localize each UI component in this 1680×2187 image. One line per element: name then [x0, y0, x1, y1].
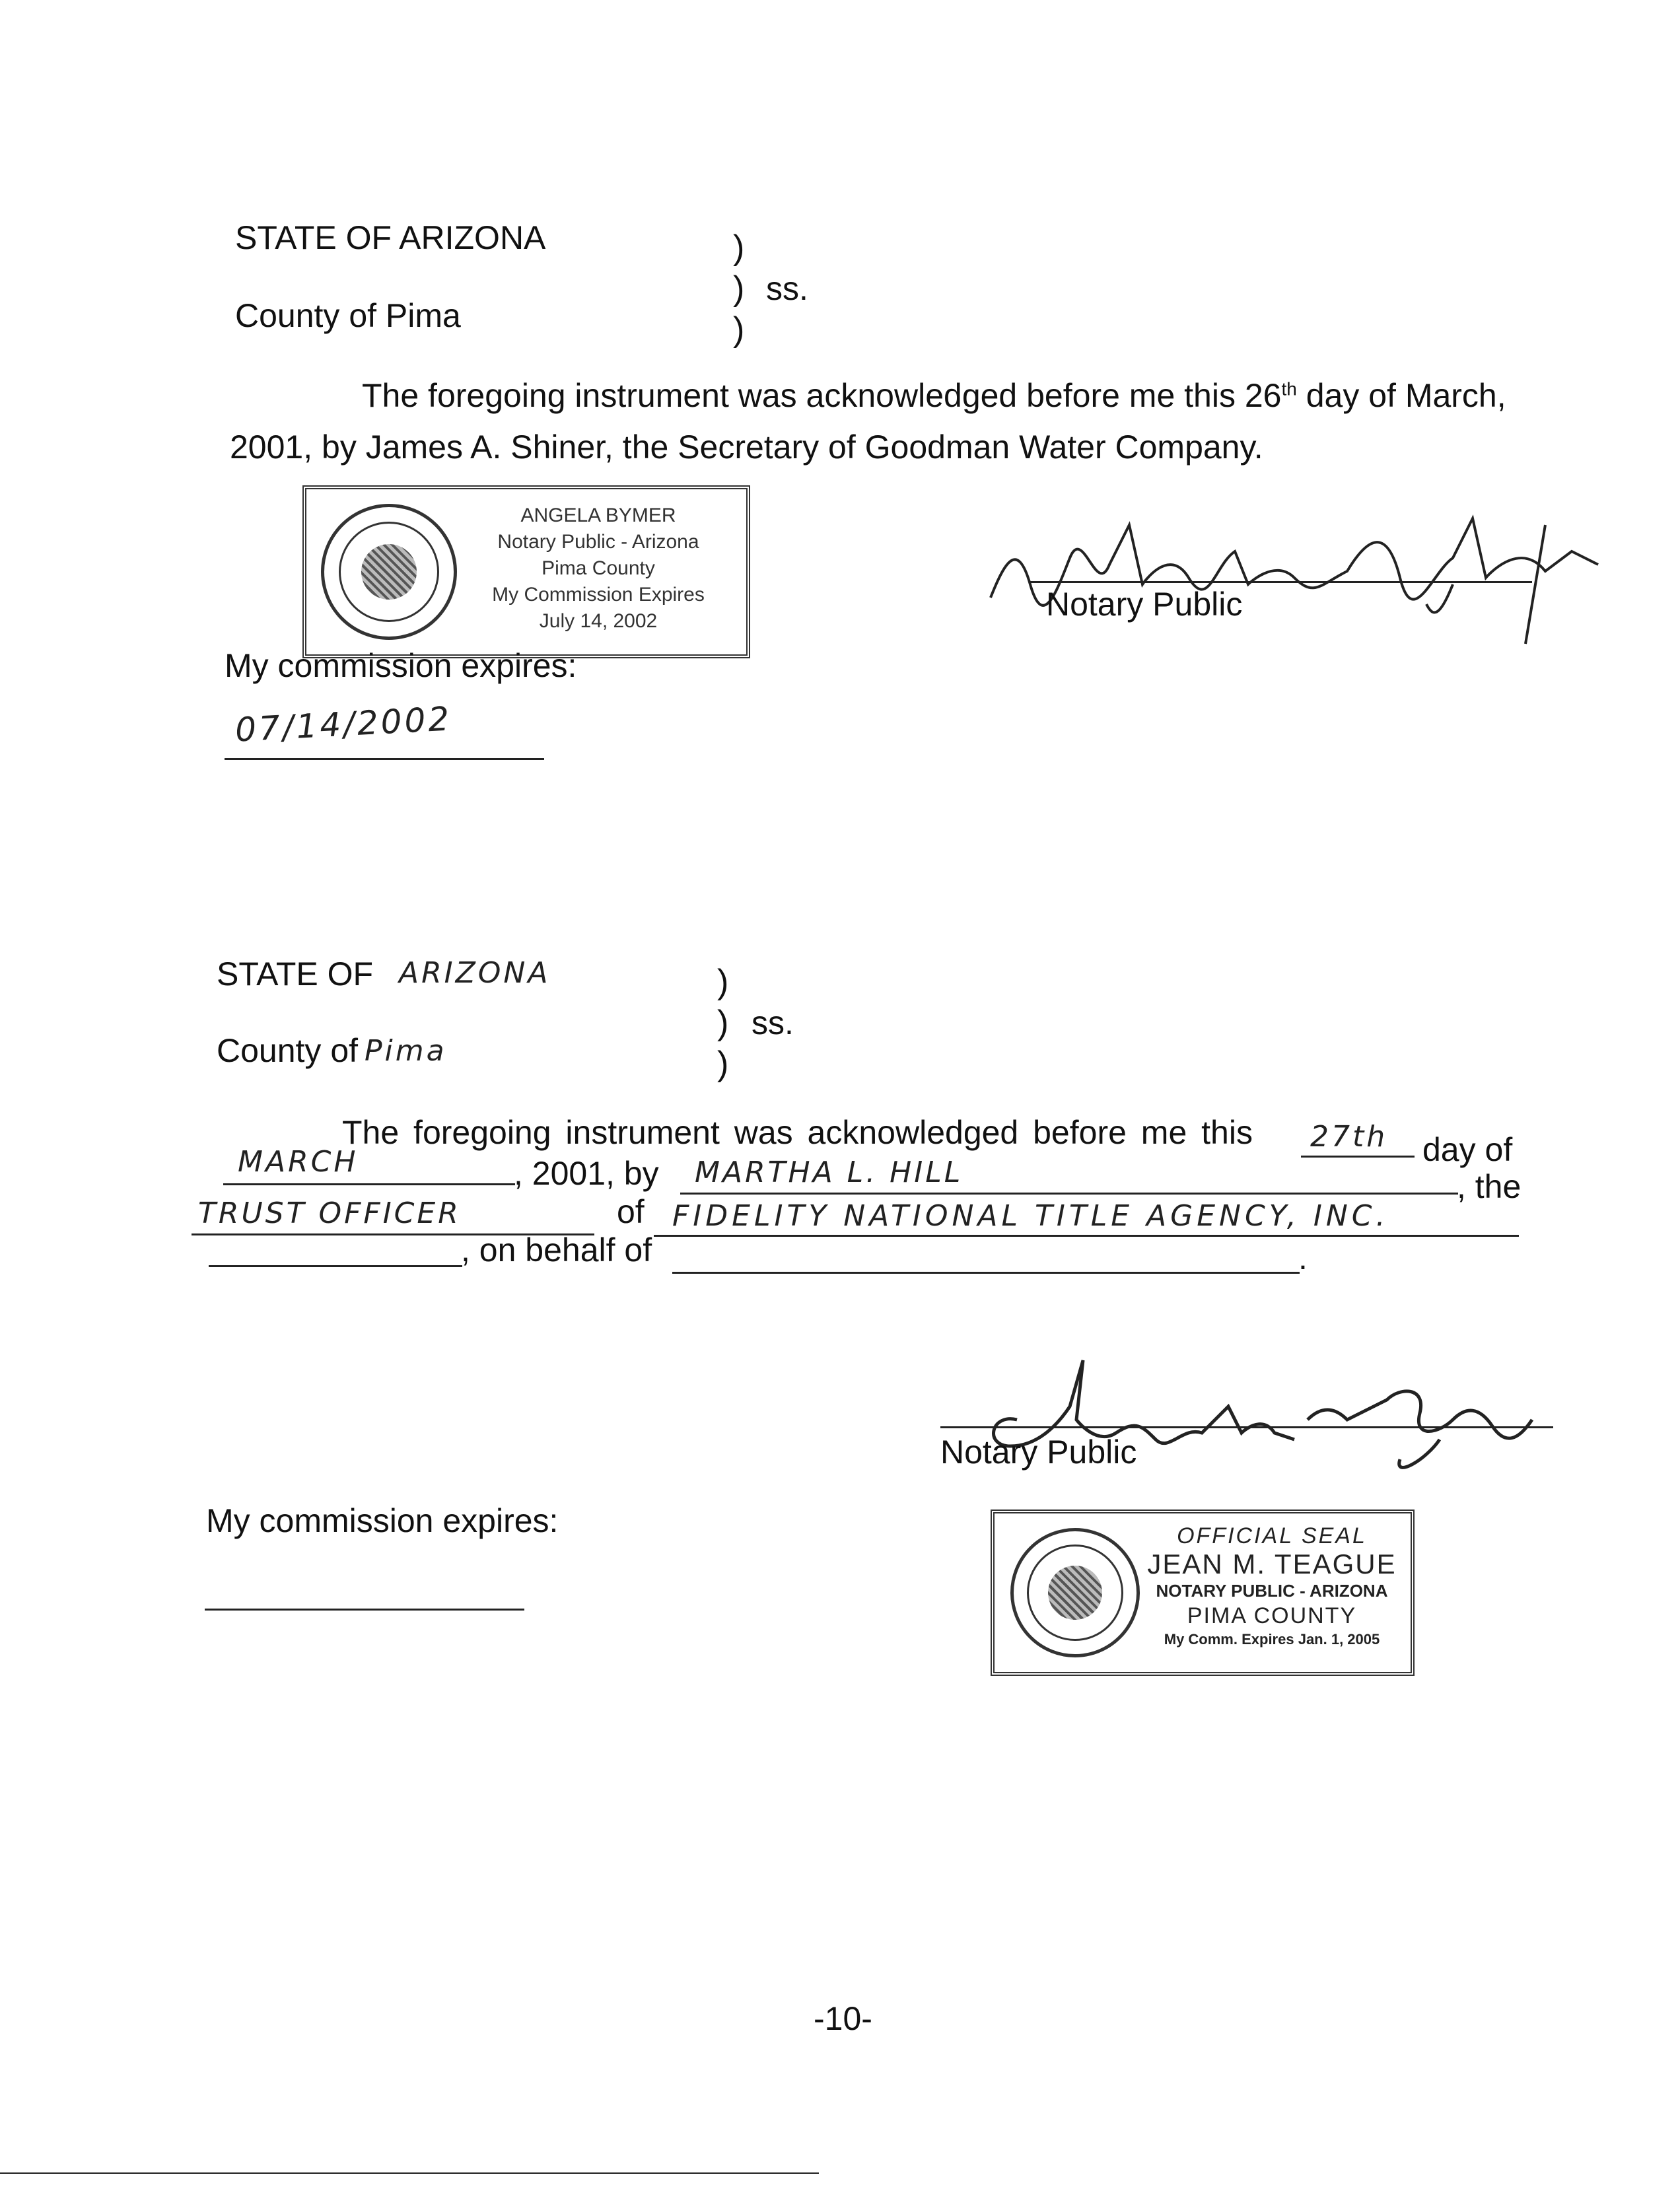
- state-label-1: STATE OF ARIZONA: [235, 219, 546, 256]
- paren-2a: ): [717, 963, 729, 1001]
- county-label-1: County of Pima: [235, 297, 461, 334]
- state-label-2: STATE OF: [217, 955, 374, 992]
- stamp1-line3: Pima County: [542, 557, 655, 579]
- ack2-on-behalf: , on behalf of: [461, 1232, 652, 1268]
- day-handwritten: 27th: [1310, 1120, 1388, 1154]
- ack2-of: of: [617, 1193, 645, 1230]
- signature-line-2: [940, 1426, 1553, 1428]
- ack2-line1-text: The foregoing instrument was acknowledged before me this: [342, 1114, 1253, 1151]
- ack2-the: , the: [1457, 1168, 1522, 1205]
- ack2-day-of: day of: [1422, 1131, 1513, 1168]
- paren-2c: ): [717, 1045, 729, 1083]
- commission-label-1: My commission expires:: [225, 647, 577, 684]
- notary-stamp-angela: [302, 485, 750, 658]
- paren-1a: ): [733, 228, 745, 267]
- notary-public-label-2: Notary Public: [940, 1434, 1137, 1471]
- commission-label-2: My commission expires:: [206, 1502, 559, 1539]
- paren-1c: ): [733, 310, 745, 349]
- state-seal-icon: [321, 504, 457, 640]
- name-line: [680, 1193, 1458, 1195]
- company-handwritten: FIDELITY NATIONAL TITLE AGENCY, INC.: [672, 1199, 1389, 1233]
- page-number: -10-: [814, 2000, 872, 2037]
- stamp1-line2: Notary Public - Arizona: [497, 531, 699, 553]
- stamp1-line1: ANGELA BYMER: [520, 504, 676, 526]
- behalf-blank-line-2: [672, 1272, 1300, 1274]
- commission-line-2: [205, 1609, 524, 1611]
- ack-text-1a: The foregoing instrument was acknowledged before me this 26: [362, 377, 1282, 414]
- ack2-year-by: , 2001, by: [514, 1155, 659, 1192]
- stamp2-line5: My Comm. Expires Jan. 1, 2005: [1164, 1631, 1380, 1648]
- ss-label-2: ss.: [752, 1004, 794, 1041]
- paren-2b: ): [717, 1004, 729, 1042]
- stamp1-line4: My Commission Expires: [492, 584, 705, 606]
- state-seal-icon: [1010, 1528, 1140, 1657]
- paren-1b: ): [733, 269, 745, 308]
- stamp2-line3: NOTARY PUBLIC - ARIZONA: [1156, 1581, 1388, 1601]
- notary-public-label-1: Notary Public: [1046, 586, 1243, 623]
- ack-text-1b: day of March,: [1296, 377, 1506, 414]
- commission-date-handwritten: 07/14/2002: [234, 699, 453, 749]
- stamp2-line1: OFFICIAL SEAL: [1177, 1523, 1367, 1548]
- signature-line-1: [1030, 581, 1532, 583]
- stamp2-line2: JEAN M. TEAGUE: [1147, 1548, 1397, 1580]
- county-handwritten: Pima: [365, 1034, 447, 1068]
- ack-paragraph-1-line1: [362, 379, 1506, 412]
- stamp1-line5: July 14, 2002: [539, 610, 658, 632]
- name-handwritten: MARTHA L. HILL: [695, 1156, 963, 1189]
- county-label-2: County of: [217, 1032, 359, 1069]
- ack-paragraph-1-line2: 2001, by James A. Shiner, the Secretary of Goodman Water Company.: [230, 429, 1263, 466]
- day-line: [1301, 1156, 1415, 1158]
- month-line: [223, 1183, 515, 1185]
- notary-signature-angela: [977, 485, 1638, 657]
- behalf-blank-line-1: [209, 1265, 462, 1267]
- company-line: [654, 1235, 1519, 1237]
- state-handwritten: ARIZONA: [399, 956, 551, 990]
- stamp2-line4: PIMA COUNTY: [1187, 1603, 1357, 1628]
- ack2-period: .: [1298, 1239, 1308, 1276]
- title-handwritten: TRUST OFFICER: [198, 1197, 461, 1230]
- month-handwritten: MARCH: [238, 1145, 359, 1179]
- ack-sup: th: [1281, 378, 1297, 399]
- ss-label-1: ss.: [766, 270, 808, 307]
- commission-line-1: [225, 758, 544, 760]
- notary-stamp-jean: [991, 1510, 1415, 1676]
- bottom-rule: [0, 2172, 819, 2174]
